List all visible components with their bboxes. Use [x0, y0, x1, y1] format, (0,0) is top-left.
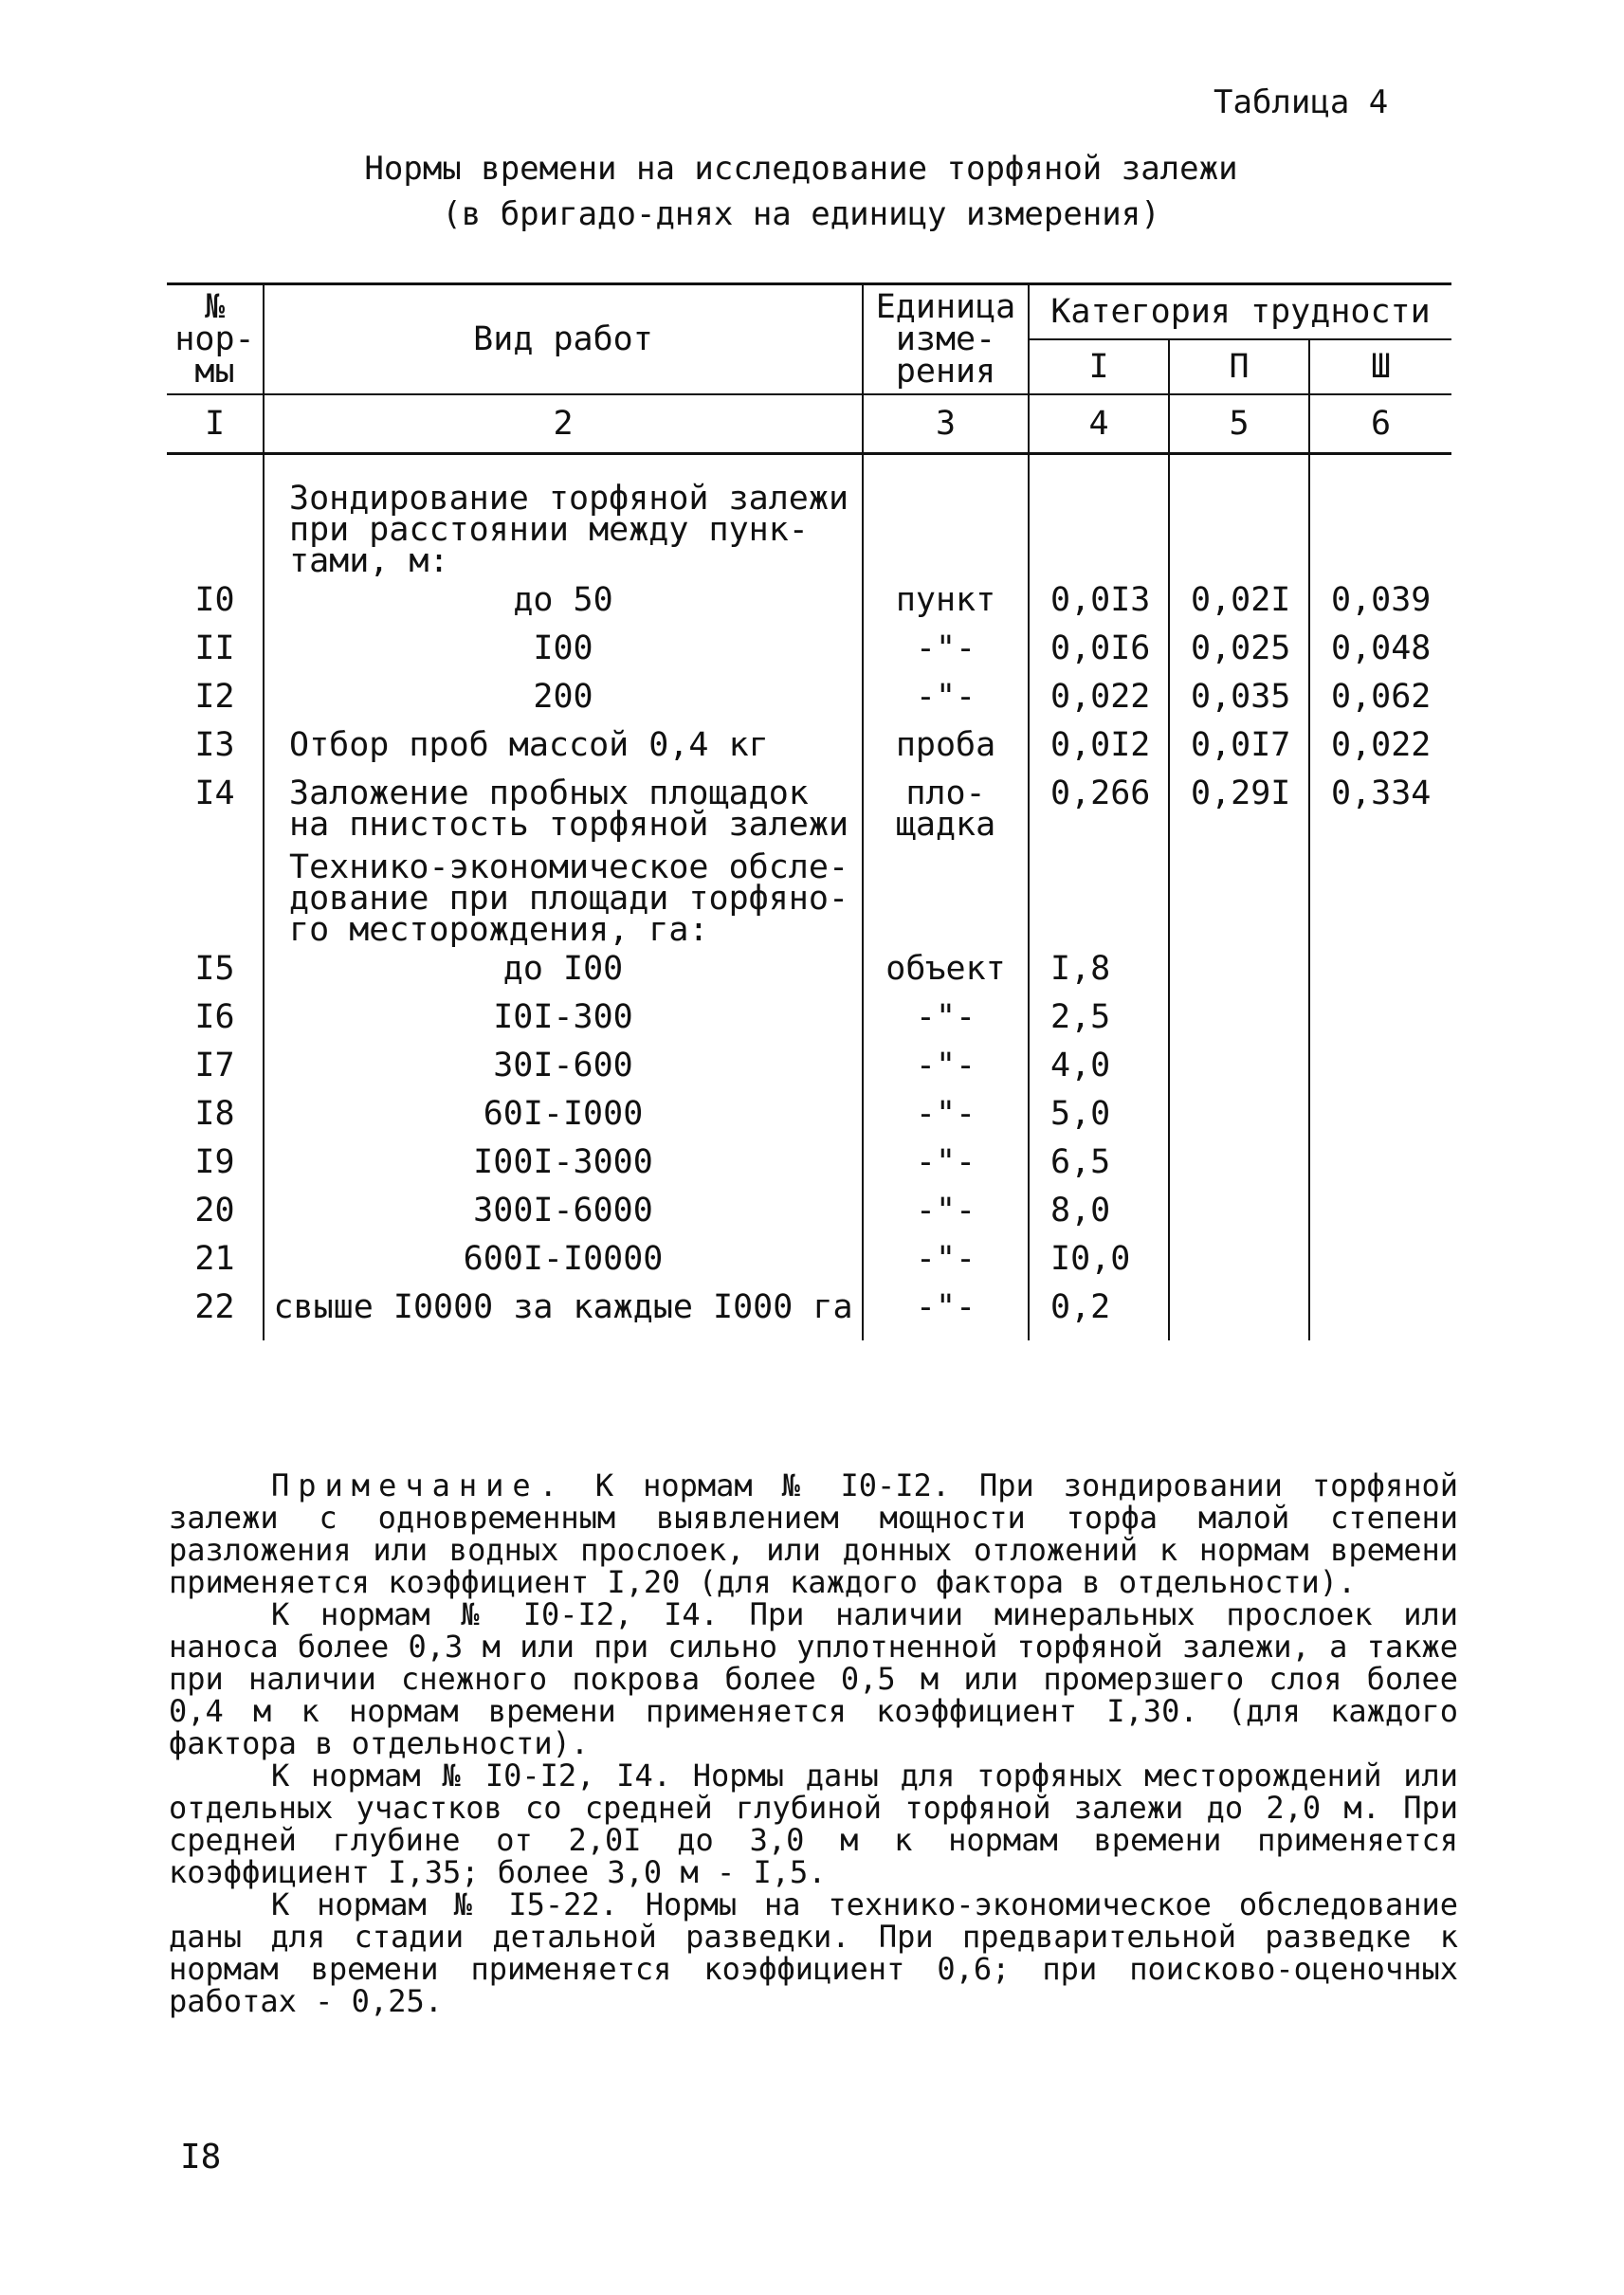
column-index: I — [167, 394, 264, 454]
norm-number: I7 — [167, 1050, 264, 1099]
unit: -"- — [863, 1002, 1029, 1050]
table-row — [167, 1195, 1451, 1244]
page-number: I8 — [180, 2138, 222, 2177]
work-type: I0I-300 — [264, 1002, 863, 1050]
unit: -"- — [863, 633, 1029, 682]
note-label: Примечание. — [271, 1467, 566, 1503]
table-caption: Нормы времени на исследование торфяной залежи — [364, 150, 1238, 188]
table-row — [167, 585, 1451, 633]
unit: -"- — [863, 1050, 1029, 1099]
work-type: Отбор проб массой 0,4 кг — [264, 730, 863, 778]
header-work-type: Вид работ — [264, 284, 863, 395]
unit: -"- — [863, 1147, 1029, 1195]
norm-number: 21 — [167, 1244, 264, 1292]
category-1-value: 0,0I2 — [1029, 730, 1169, 778]
note-paragraph: К нормам № I0-I2, I4. При наличии минеральных прослоек или наноса более 0,3 м или при сильно уплотненной торфяной залежи, а также при наличии снежного покрова более 0,5 м или промерзшего слоя более 0,4 м к нормам времени применяется коэффициент I,30. (для каждого фактора в отдельности). — [169, 1596, 1458, 1761]
table-row — [167, 1099, 1451, 1147]
category-1-value: 0,0I6 — [1029, 633, 1169, 682]
work-type: Заложение пробных площадок на пнистость торфяной залежи — [264, 778, 863, 852]
section-row — [167, 852, 1451, 954]
work-type: 30I-600 — [264, 1050, 863, 1099]
work-type: 60I-I000 — [264, 1099, 863, 1147]
table-row — [167, 1050, 1451, 1099]
column-index-row — [167, 394, 1451, 454]
header-category-3: Ш — [1309, 339, 1451, 394]
unit: -"- — [863, 1195, 1029, 1244]
note-paragraph: К нормам № I0-I2, I4. Нормы даны для торфяных месторождений или отдельных участков со средней глубиной торфяной залежи до 2,0 м. При средней глубине от 2,0I до 3,0 м к нормам времени применяется коэффициент I,35; более 3,0 м - I,5. — [169, 1758, 1458, 1890]
work-type: свыше I0000 за каждые I000 га — [264, 1292, 863, 1340]
header-category-2: П — [1169, 339, 1309, 394]
unit: пункт — [863, 585, 1029, 633]
category-3-value: 0,334 — [1331, 774, 1432, 812]
unit: -"- — [863, 1099, 1029, 1147]
norms-table — [167, 282, 1451, 1340]
work-type: 300I-6000 — [264, 1195, 863, 1244]
notes-block — [169, 1469, 1458, 2017]
section-feasibility: Технико-экономическое обсле- дование при площади торфяно- го месторождения, га: — [264, 852, 863, 954]
category-1-value: 2,5 — [1029, 1002, 1169, 1050]
table-row — [167, 1002, 1451, 1050]
category-3-value: 0,062 — [1331, 678, 1432, 716]
work-type: 200 — [264, 682, 863, 730]
unit: -"- — [863, 682, 1029, 730]
column-index: 2 — [264, 394, 863, 454]
category-2-value: 0,29I — [1169, 778, 1309, 852]
category-1-value: 4,0 — [1029, 1050, 1169, 1099]
work-type: 600I-I0000 — [264, 1244, 863, 1292]
category-1-value: I,8 — [1029, 954, 1169, 1002]
norm-number: I9 — [167, 1147, 264, 1195]
norm-number: I6 — [167, 1002, 264, 1050]
header-difficulty-category: Категория трудности — [1029, 284, 1451, 340]
category-2-value: 0,025 — [1169, 633, 1309, 682]
table-subcaption: (в бригадо-днях на единицу измерения) — [442, 195, 1160, 233]
category-1-value: 0,266 — [1029, 778, 1169, 852]
table-row — [167, 1147, 1451, 1195]
note-paragraph — [169, 1469, 1458, 1598]
unit: проба — [863, 730, 1029, 778]
table-label: Таблица 4 — [1213, 83, 1389, 121]
unit: -"- — [863, 1244, 1029, 1292]
category-3-value: 0,022 — [1331, 726, 1432, 764]
work-type: I00I-3000 — [264, 1147, 863, 1195]
column-index: 5 — [1169, 394, 1309, 454]
header-category-1: I — [1029, 339, 1169, 394]
category-1-value: 8,0 — [1029, 1195, 1169, 1244]
category-2-value: 0,0I7 — [1169, 730, 1309, 778]
header-norm-number: № нор- мы — [167, 284, 264, 395]
table-row — [167, 730, 1451, 778]
table-row — [167, 778, 1451, 852]
norm-number: I2 — [167, 682, 264, 730]
category-1-value: 0,022 — [1029, 682, 1169, 730]
category-1-value: 5,0 — [1029, 1099, 1169, 1147]
column-index: 4 — [1029, 394, 1169, 454]
category-1-value: 0,0I3 — [1029, 585, 1169, 633]
unit: объект — [863, 954, 1029, 1002]
column-index: 3 — [863, 394, 1029, 454]
category-2-value: 0,02I — [1169, 585, 1309, 633]
table-row — [167, 682, 1451, 730]
norm-number: I0 — [167, 585, 264, 633]
work-type: до 50 — [264, 585, 863, 633]
header-unit: Единица изме- рения — [863, 284, 1029, 395]
unit: -"- — [863, 1292, 1029, 1340]
norm-number: I8 — [167, 1099, 264, 1147]
table-row — [167, 633, 1451, 682]
category-1-value: I0,0 — [1029, 1244, 1169, 1292]
category-1-value: 0,2 — [1029, 1292, 1169, 1340]
work-type: до I00 — [264, 954, 863, 1002]
category-1-value: 6,5 — [1029, 1147, 1169, 1195]
norm-number: II — [167, 633, 264, 682]
note-text: К нормам № I0-I2. При зондировании торфяной залежи с одновременным выявлением мощности торфа малой степени разложения или водных прослоек, или донных отложений к нормам времени применяется коэффициент I,20 (для каждого фактора в отдельности). — [169, 1467, 1459, 1600]
work-type: I00 — [264, 633, 863, 682]
norm-number: I5 — [167, 954, 264, 1002]
norm-number: I3 — [167, 730, 264, 778]
column-index: 6 — [1309, 394, 1451, 454]
unit: пло- щадка — [863, 778, 1029, 852]
norm-number: 22 — [167, 1292, 264, 1340]
table-row — [167, 1292, 1451, 1340]
table-row — [167, 954, 1451, 1002]
note-paragraph: К нормам № I5-22. Нормы на технико-экономическое обследование даны для стадии детальной разведки. При предварительной разведке к нормам времени применяется коэффициент 0,6; при поисково-оценочных работах - 0,25. — [169, 1886, 1458, 2019]
norm-number: I4 — [167, 778, 264, 852]
norm-number: 20 — [167, 1195, 264, 1244]
category-3-value: 0,048 — [1331, 629, 1432, 667]
category-3-value: 0,039 — [1331, 581, 1432, 619]
table-row — [167, 1244, 1451, 1292]
category-2-value: 0,035 — [1169, 682, 1309, 730]
section-sounding: Зондирование торфяной залежи при расстоянии между пунк- тами, м: — [264, 483, 863, 585]
section-row — [167, 483, 1451, 585]
